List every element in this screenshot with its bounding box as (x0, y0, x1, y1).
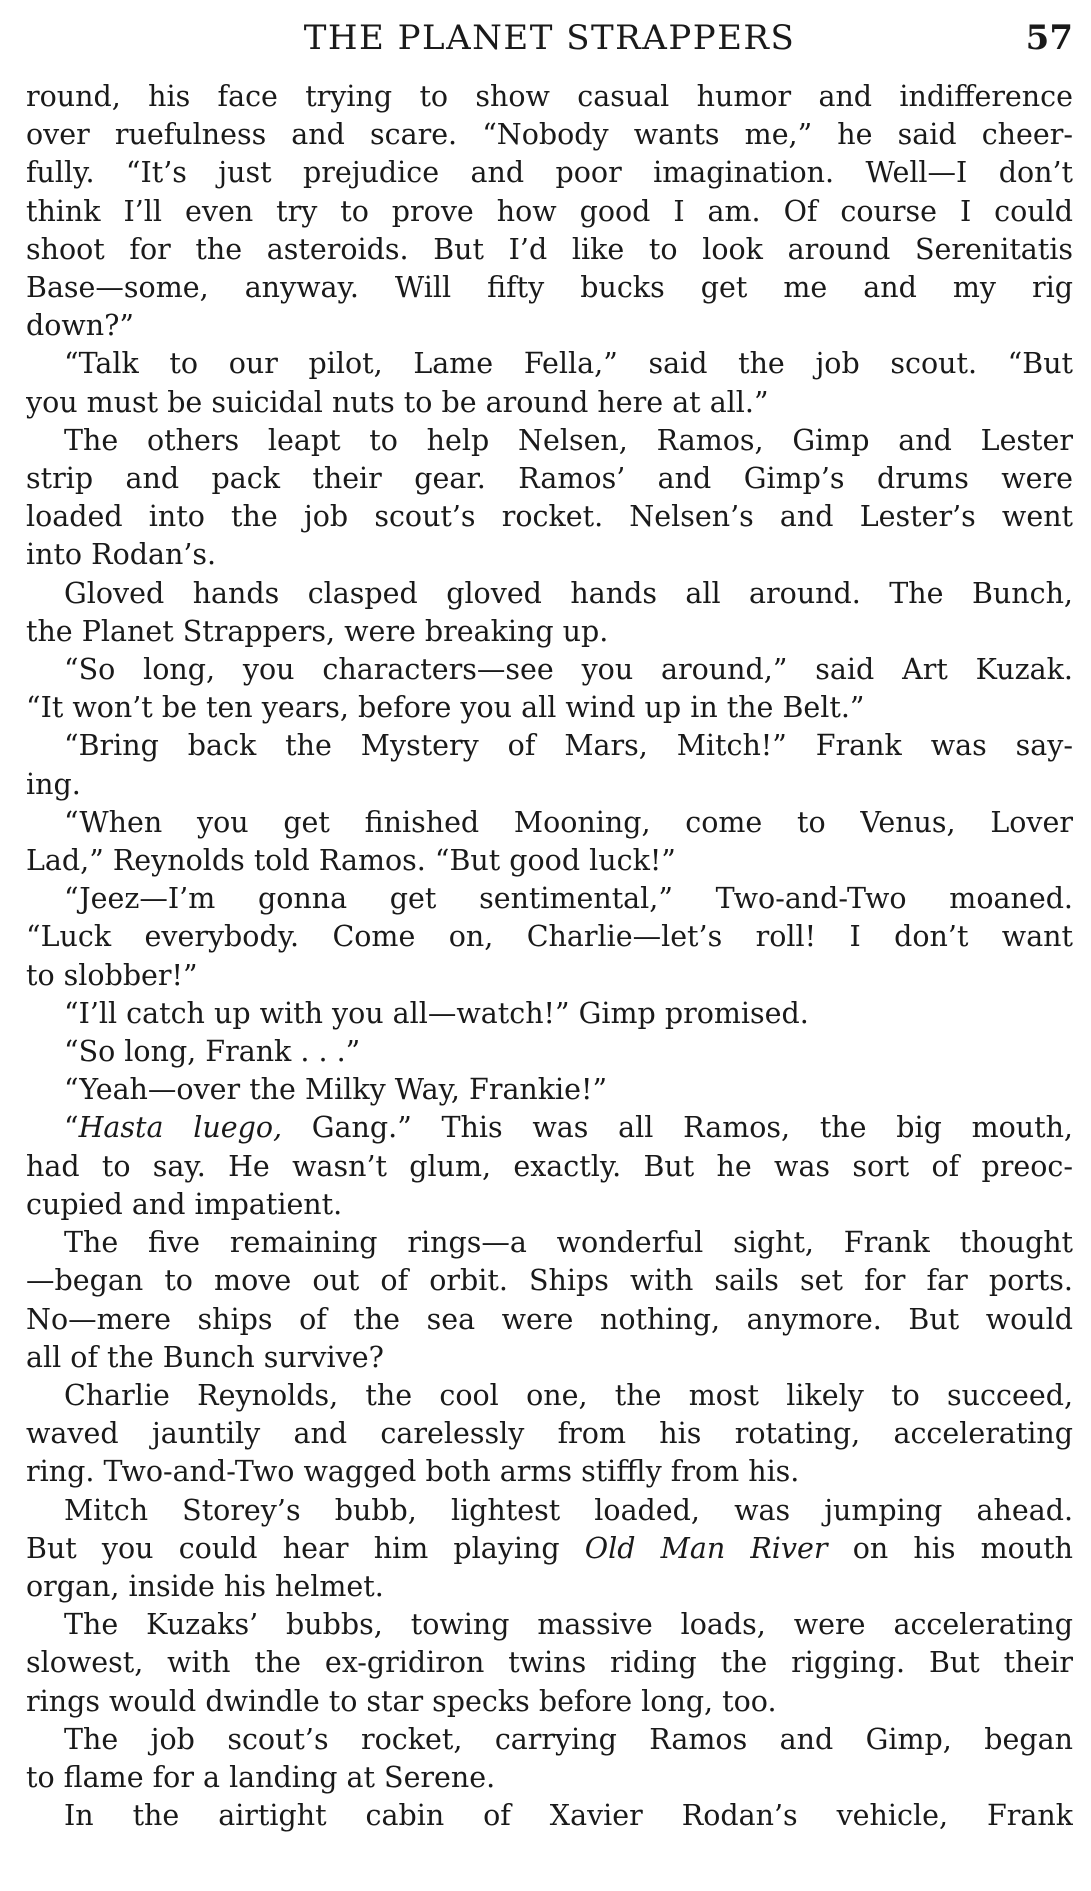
paragraph (26, 1224, 1073, 1377)
text-line: to flame for a landing at Serene. (26, 1760, 496, 1794)
paragraph (26, 78, 1073, 345)
running-head (26, 12, 1073, 64)
paragraph (26, 804, 1073, 880)
text-line: The others leapt to help Nelsen, Ramos, Gimp and Lester (64, 423, 1073, 457)
text-line: shoot for the asteroids. But I’d like to look around Serenitatis (26, 232, 1073, 266)
text-line: down?” (26, 309, 135, 343)
paragraph (26, 651, 1073, 727)
text-line: “Yeah—over the Milky Way, Frankie!” (64, 1073, 608, 1107)
italic-phrase: Old Man River (584, 1531, 828, 1565)
text-line: Mitch Storey’s bubb, lightest loaded, was jumping ahead. (64, 1493, 1073, 1527)
text-line: rings would dwindle to star specks before long, too. (26, 1684, 777, 1718)
paragraph (26, 1797, 1073, 1835)
paragraph (26, 1492, 1073, 1607)
text-line: had to say. He wasn’t glum, exactly. But he was sort of preoc- (26, 1149, 1073, 1183)
text-line: loaded into the job scout’s rocket. Nelsen’s and Lester’s went (26, 500, 1073, 534)
text-line: Charlie Reynolds, the cool one, the most likely to succeed, (64, 1378, 1073, 1412)
paragraph (26, 1721, 1073, 1797)
page-number: 57 (1025, 18, 1073, 58)
text-line: “Bring back the Mystery of Mars, Mitch!” Frank was say- (64, 729, 1073, 763)
text-line: “So long, you characters—see you around,” said Art Kuzak. (64, 653, 1073, 687)
text-line: In the airtight cabin of Xavier Rodan’s vehicle, Frank (64, 1799, 1073, 1833)
paragraph (26, 1033, 1073, 1071)
text-line: round, his face trying to show casual humor and indifference (26, 80, 1073, 113)
text-line: into Rodan’s. (26, 538, 217, 572)
text-line: The Kuzaks’ bubbs, towing massive loads, were accelerating (64, 1608, 1073, 1642)
text-line: Base—some, anyway. Will fifty bucks get me and my rig (26, 271, 1073, 305)
italic-phrase: Hasta luego, (78, 1111, 283, 1145)
paragraph (26, 1606, 1073, 1721)
paragraph (26, 1377, 1073, 1492)
text-line: —began to move out of orbit. Ships with sails set for far ports. (26, 1264, 1073, 1298)
text-line: “Talk to our pilot, Lame Fella,” said the job scout. “But (64, 347, 1073, 381)
text-line: No—mere ships of the sea were nothing, anymore. But would (26, 1302, 1073, 1336)
running-title: THE PLANET STRAPPERS (303, 18, 796, 58)
text-line: “Luck everybody. Come on, Charlie—let’s roll! I don’t want (26, 920, 1073, 954)
paragraph (26, 727, 1073, 803)
text-line: “It won’t be ten years, before you all wind up in the Belt.” (26, 691, 865, 725)
text-line: But you could hear him playing Old Man River on his mouth (26, 1531, 1073, 1565)
paragraph (26, 575, 1073, 651)
text-line: all of the Bunch survive? (26, 1340, 384, 1374)
paragraph (26, 995, 1073, 1033)
paragraph (26, 1109, 1073, 1224)
paragraph (26, 345, 1073, 421)
text-line: strip and pack their gear. Ramos’ and Gimp’s drums were (26, 462, 1073, 496)
text-line: The five remaining rings—a wonderful sight, Frank thought (64, 1226, 1073, 1260)
paragraph (26, 1071, 1073, 1109)
text-line: “When you get finished Mooning, come to Venus, Lover (64, 805, 1073, 839)
text-line: The job scout’s rocket, carrying Ramos and Gimp, began (64, 1722, 1073, 1756)
text-line: waved jauntily and carelessly from his rotating, accelerating (26, 1417, 1073, 1451)
text-line: “Hasta luego, Gang.” This was all Ramos, the big mouth, (64, 1111, 1073, 1145)
text-line: ring. Two-and-Two wagged both arms stiffly from his. (26, 1455, 800, 1489)
text-line: “So long, Frank . . .” (64, 1035, 361, 1069)
text-line: slowest, with the ex-gridiron twins riding the rigging. But their (26, 1646, 1073, 1680)
paragraph (26, 422, 1073, 575)
body-text (26, 78, 1073, 1835)
text-line: organ, inside his helmet. (26, 1569, 384, 1603)
text-line: you must be suicidal nuts to be around here at all.” (26, 385, 769, 419)
text-line: to slobber!” (26, 958, 198, 992)
text-line: Gloved hands clasped gloved hands all around. The Bunch, (64, 576, 1073, 610)
paragraph (26, 880, 1073, 995)
text-line: over ruefulness and scare. “Nobody wants me,” he said cheer- (26, 118, 1073, 152)
text-line: think I’ll even try to prove how good I am. Of course I could (26, 194, 1073, 228)
text-line: ing. (26, 767, 81, 801)
text-line: “I’ll catch up with you all—watch!” Gimp promised. (64, 996, 809, 1030)
text-line: Lad,” Reynolds told Ramos. “But good luck!” (26, 844, 676, 878)
text-line: cupied and impatient. (26, 1187, 343, 1221)
text-line: “Jeez—I’m gonna get sentimental,” Two-and-Two moaned. (64, 882, 1073, 916)
text-line: the Planet Strappers, were breaking up. (26, 614, 609, 648)
text-line: fully. “It’s just prejudice and poor imagination. Well—I don’t (26, 156, 1073, 190)
